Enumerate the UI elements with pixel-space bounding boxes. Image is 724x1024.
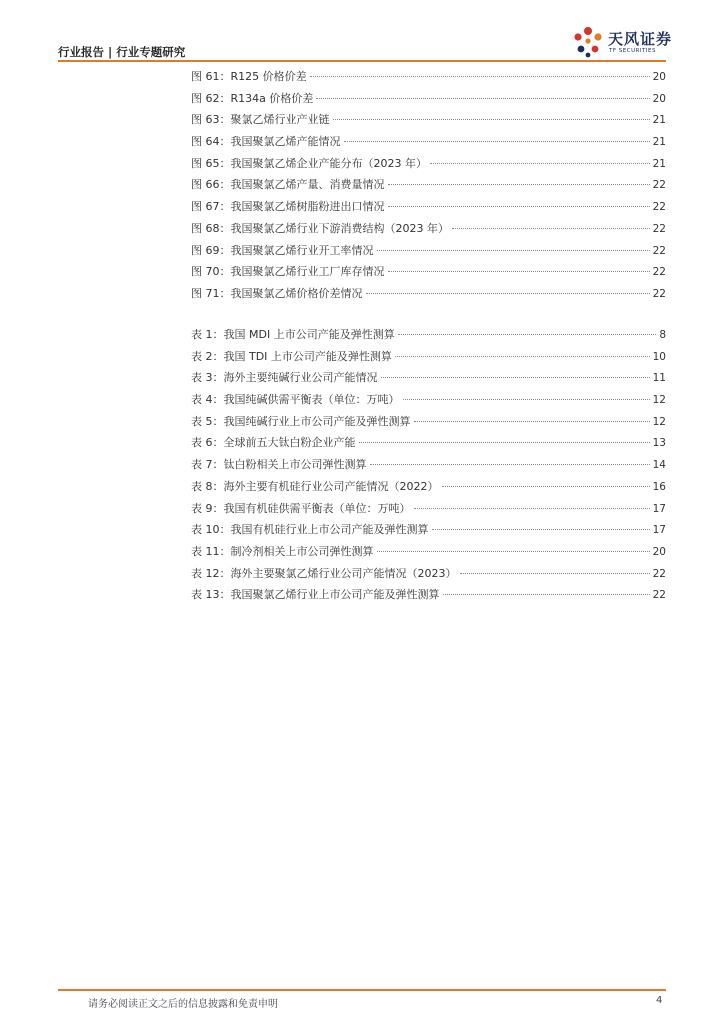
toc-leader-dots [344, 141, 650, 142]
brand-logo [570, 24, 673, 60]
toc-entry[interactable] [191, 263, 666, 285]
toc-entry[interactable] [191, 326, 666, 348]
toc-entry-page: 22 [652, 222, 666, 235]
toc-leader-dots [430, 163, 650, 164]
toc-entry[interactable] [191, 348, 666, 370]
toc-entry-page: 13 [652, 437, 666, 450]
toc-entry-page: 22 [652, 589, 666, 602]
toc-entry-page: 22 [652, 201, 666, 214]
toc-entry-label: 表 6：全球前五大钛白粉企业产能 [191, 436, 356, 450]
toc-entry-label: 图 70：我国聚氯乙烯行业工厂库存情况 [191, 265, 385, 279]
toc-entry-page: 20 [652, 71, 666, 83]
toc-entry-label: 图 67：我国聚氯乙烯树脂粉进出口情况 [191, 200, 385, 214]
table-index-list [191, 326, 666, 608]
toc-leader-dots [398, 334, 657, 335]
toc-leader-dots [310, 76, 650, 77]
toc-entry-page: 12 [652, 415, 666, 428]
toc-entry-label: 图 62：R134a 价格价差 [191, 91, 314, 105]
toc-entry[interactable] [191, 90, 666, 112]
toc-entry[interactable] [191, 242, 666, 264]
toc-entry-page: 22 [652, 287, 666, 300]
toc-leader-dots [333, 119, 650, 120]
toc-entry-page: 10 [652, 350, 666, 363]
toc-entry-page: 21 [652, 136, 666, 149]
toc-entry-label: 表 5：我国纯碱行业上市公司产能及弹性测算 [191, 414, 411, 428]
toc-entry[interactable] [191, 68, 666, 90]
toc-entry-page: 20 [652, 545, 666, 558]
toc-entry-page: 22 [652, 567, 666, 580]
toc-entry[interactable] [191, 176, 666, 198]
toc-entry[interactable] [191, 543, 666, 565]
toc-leader-dots [359, 442, 650, 443]
toc-entry-page: 12 [652, 394, 666, 407]
brand-name: 天风证券 [608, 30, 673, 48]
toc-entry-label: 表 12：海外主要聚氯乙烯行业公司产能情况（2023） [191, 566, 457, 580]
toc-leader-dots [366, 293, 650, 294]
toc-entry-label: 图 64：我国聚氯乙烯产能情况 [191, 135, 341, 149]
toc-entry-page: 17 [652, 524, 666, 537]
toc-leader-dots [432, 529, 650, 530]
toc-entry-label: 图 66：我国聚氯乙烯产量、消费量情况 [191, 178, 385, 192]
toc-entry-label: 表 11：制冷剂相关上市公司弹性测算 [191, 544, 374, 558]
toc-entry-page: 21 [652, 114, 666, 127]
toc-leader-dots [460, 573, 650, 574]
toc-entry-label: 图 61：R125 价格价差 [191, 70, 307, 83]
toc-entry[interactable] [191, 586, 666, 608]
toc-entry-page: 14 [652, 459, 666, 472]
toc-entry-label: 表 10：我国有机硅行业上市公司产能及弹性测算 [191, 523, 429, 537]
toc-entry-label: 表 8：海外主要有机硅行业公司产能情况（2022） [191, 479, 439, 493]
toc-entry[interactable] [191, 391, 666, 413]
toc-leader-dots [388, 184, 650, 185]
toc-leader-dots [403, 399, 650, 400]
toc-entry-label: 表 9：我国有机硅供需平衡表（单位：万吨） [191, 501, 411, 515]
toc-entry[interactable] [191, 478, 666, 500]
toc-leader-dots [388, 271, 650, 272]
toc-entry[interactable] [191, 565, 666, 587]
toc-entry-page: 22 [652, 244, 666, 257]
toc-entry-page: 21 [652, 157, 666, 170]
toc-entry-label: 图 63：聚氯乙烯行业产业链 [191, 113, 330, 127]
toc-entry-label: 表 2：我国 TDI 上市公司产能及弹性测算 [191, 349, 392, 363]
figure-index-list [191, 68, 666, 307]
toc-entry[interactable] [191, 155, 666, 177]
toc-entry-page: 22 [652, 266, 666, 279]
toc-entry-page: 20 [652, 92, 666, 105]
toc-entry[interactable] [191, 456, 666, 478]
footer-disclaimer: 请务必阅读正文之后的信息披露和免责申明 [88, 999, 278, 1010]
toc-leader-dots [377, 250, 650, 251]
toc-entry-label: 图 69：我国聚氯乙烯行业开工率情况 [191, 243, 374, 257]
toc-leader-dots [414, 508, 650, 509]
report-category-title: 行业报告 | 行业专题研究 [58, 45, 186, 59]
toc-entry-page: 16 [652, 480, 666, 493]
toc-entry-label: 表 1：我国 MDI 上市公司产能及弹性测算 [191, 328, 395, 341]
toc-leader-dots [395, 356, 650, 357]
toc-entry-label: 表 4：我国纯碱供需平衡表（单位：万吨） [191, 393, 400, 407]
brand-subtitle: TF SECURITIES [609, 48, 656, 54]
toc-leader-dots [414, 421, 650, 422]
toc-entry-page: 11 [652, 372, 666, 385]
toc-entry[interactable] [191, 198, 666, 220]
toc-entry-page: 8 [659, 329, 666, 341]
toc-leader-dots [316, 98, 649, 99]
toc-entry-label: 表 13：我国聚氯乙烯行业上市公司产能及弹性测算 [191, 588, 440, 602]
toc-leader-dots [452, 228, 650, 229]
toc-entry[interactable] [191, 111, 666, 133]
toc-entry[interactable] [191, 413, 666, 435]
toc-entry-page: 22 [652, 179, 666, 192]
toc-entry-label: 图 65：我国聚氯乙烯企业产能分布（2023 年） [191, 156, 427, 170]
toc-entry[interactable] [191, 521, 666, 543]
toc-leader-dots [442, 486, 650, 487]
header-divider [58, 60, 666, 62]
toc-leader-dots [370, 464, 650, 465]
toc-leader-dots [377, 551, 650, 552]
toc-entry[interactable] [191, 220, 666, 242]
toc-entry-page: 17 [652, 502, 666, 515]
toc-entry-label: 图 68：我国聚氯乙烯行业下游消费结构（2023 年） [191, 221, 449, 235]
toc-entry-label: 表 7：钛白粉相关上市公司弹性测算 [191, 458, 367, 472]
toc-entry[interactable] [191, 434, 666, 456]
toc-entry[interactable] [191, 500, 666, 522]
toc-entry[interactable] [191, 133, 666, 155]
toc-leader-dots [388, 206, 650, 207]
toc-leader-dots [443, 594, 650, 595]
toc-entry[interactable] [191, 369, 666, 391]
footer-divider [58, 989, 666, 991]
flower-logo-icon [570, 24, 606, 60]
toc-entry-label: 表 3：海外主要纯碱行业公司产能情况 [191, 371, 378, 385]
page-number: 4 [656, 995, 663, 1006]
toc-entry-label: 图 71：我国聚氯乙烯价格价差情况 [191, 286, 363, 300]
toc-leader-dots [381, 377, 650, 378]
toc-entry[interactable] [191, 285, 666, 307]
